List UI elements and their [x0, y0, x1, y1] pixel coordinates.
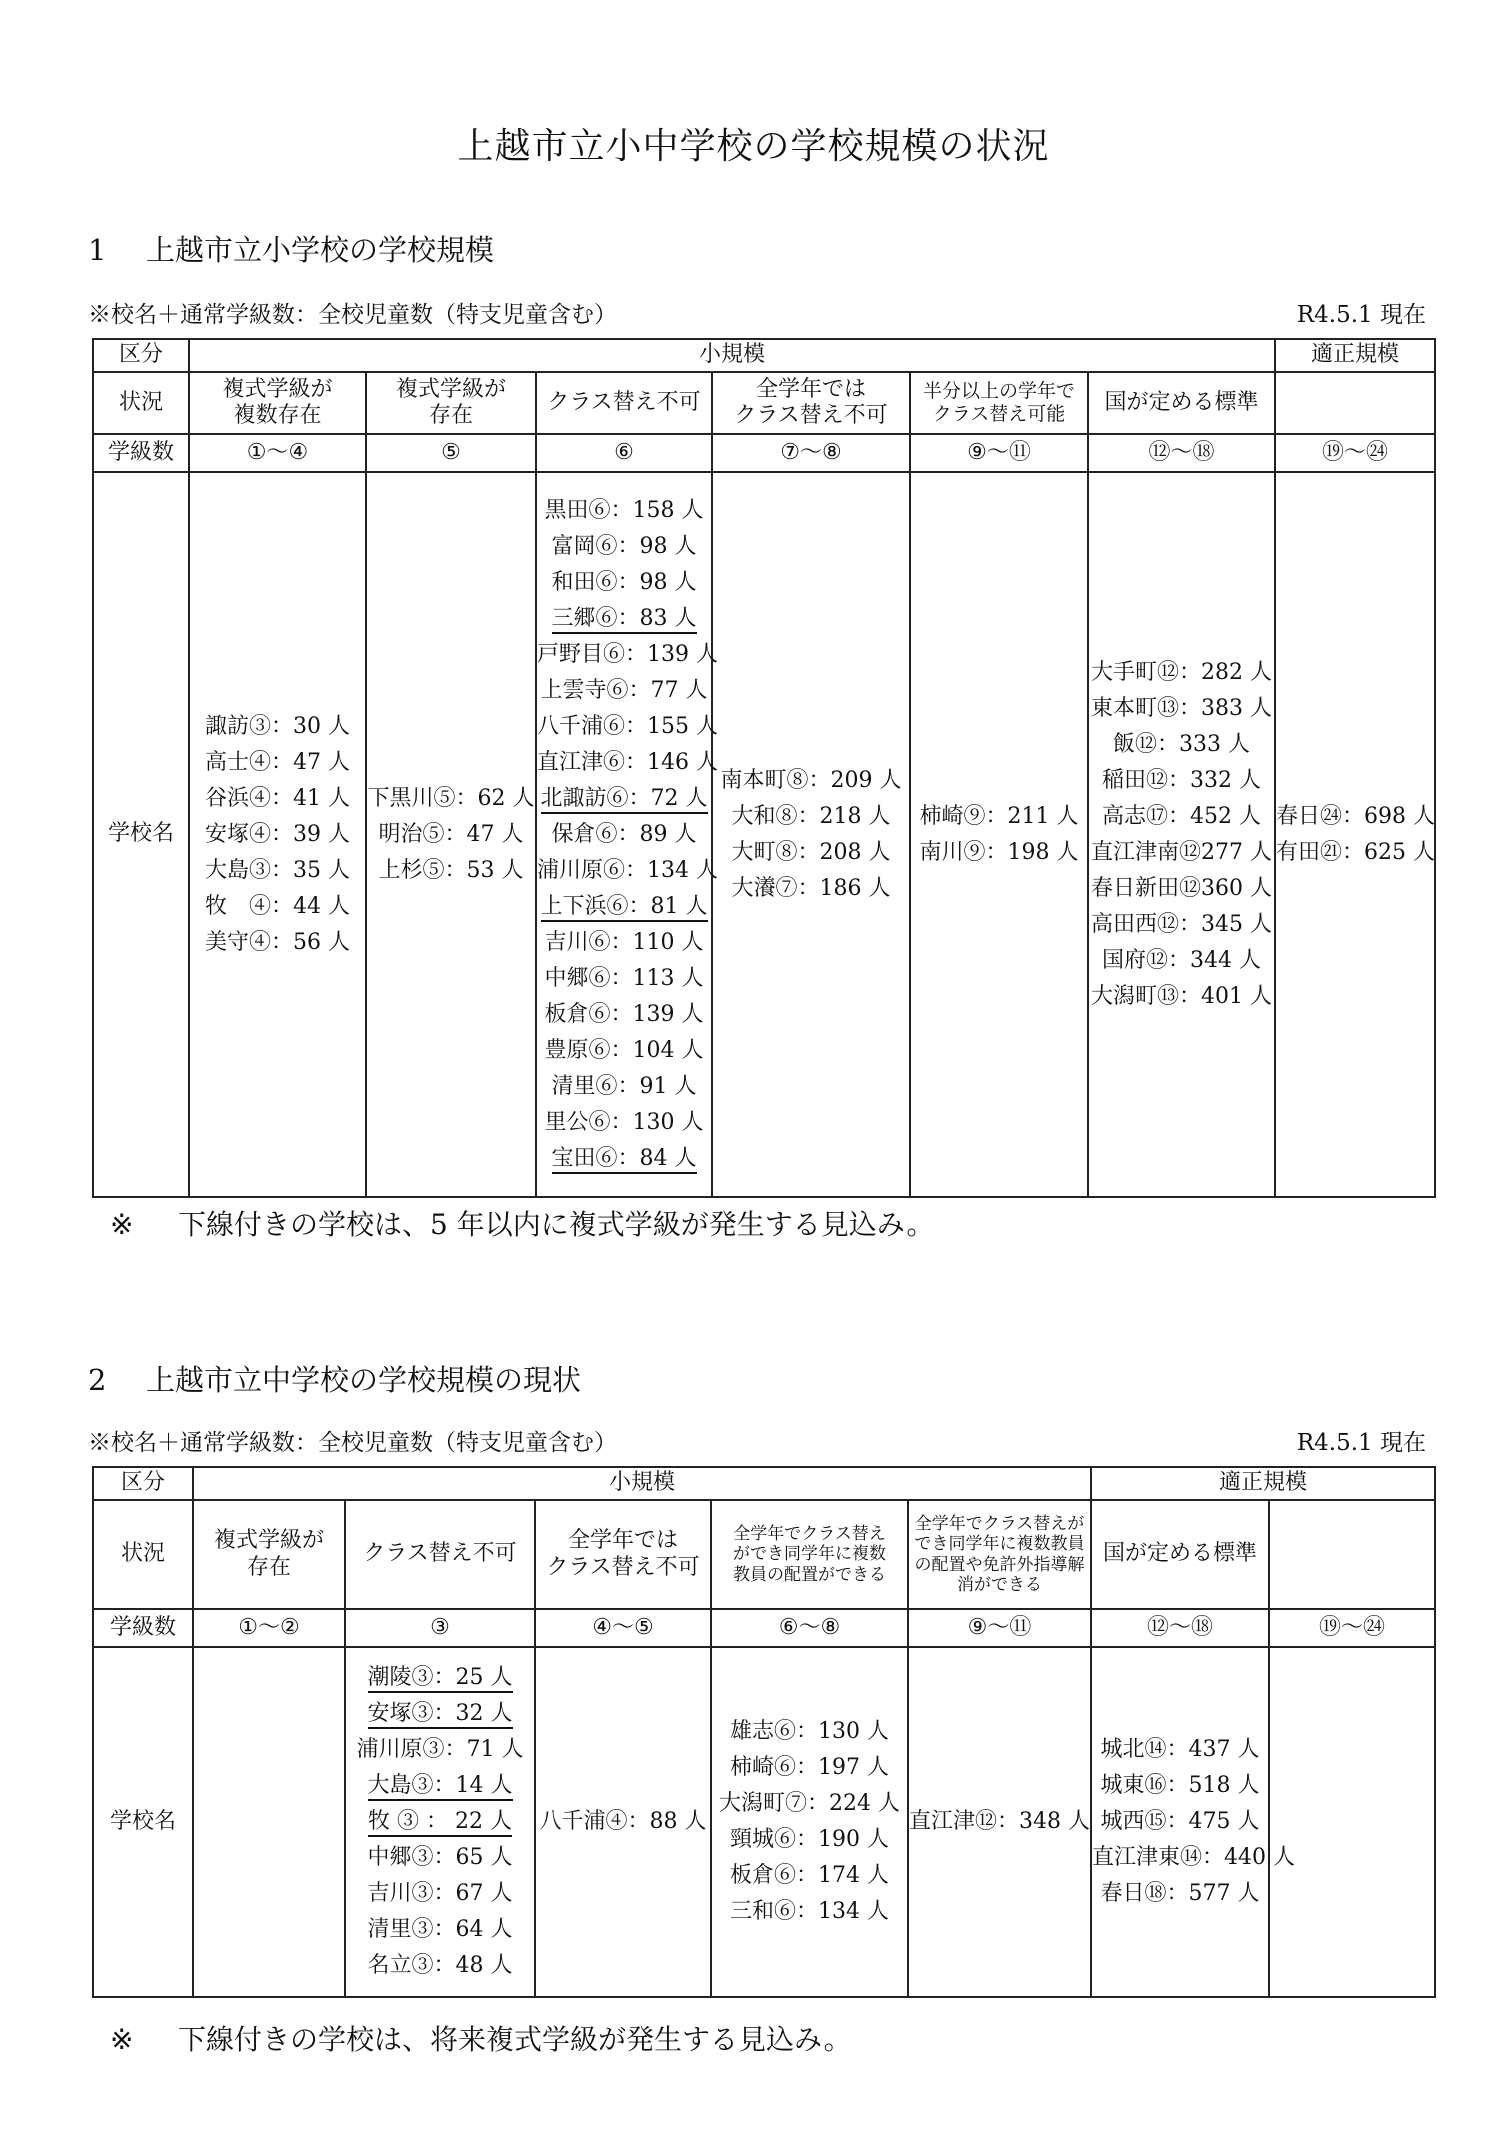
school-entry-text: 諏訪③：30 人	[205, 713, 350, 739]
school-entry-text: 大潟町⑬：401 人	[1091, 983, 1273, 1009]
school-entry	[712, 1858, 907, 1894]
school-entry-text: 春日㉔：698 人	[1276, 803, 1436, 829]
school-entry-underlined	[346, 1660, 534, 1696]
school-entry-text: 下黒川⑤：62 人	[367, 785, 535, 811]
school-entry-text: 豊原⑥：104 人	[544, 1037, 704, 1063]
school-entry-text: 板倉⑥：139 人	[544, 1001, 704, 1027]
section-1-legend-note: ※校名＋通常学級数：全校児童数（特支児童含む）	[88, 302, 617, 328]
school-entry-text: 柿崎⑥：197 人	[730, 1755, 889, 1780]
school-entry-text: 国府⑫：344 人	[1102, 947, 1262, 973]
section-1-title: 上越市立小学校の学校規模	[146, 233, 495, 267]
school-entry	[1092, 1876, 1268, 1912]
school-entry	[190, 853, 365, 889]
class-count-row	[93, 1609, 1435, 1647]
elementary-school-table	[92, 338, 1436, 1198]
school-entry-underlined	[346, 1804, 534, 1840]
school-entry-underlined	[346, 1768, 534, 1804]
status-cell: 国が定める標準	[1088, 372, 1275, 434]
school-entry-text: 大島③：35 人	[205, 857, 350, 883]
school-list-cell	[189, 472, 366, 1197]
school-entry-text: 富岡⑥：98 人	[551, 533, 697, 559]
school-list-cell	[1275, 472, 1435, 1197]
section-2-as-of: R4.5.1 現在	[1296, 1430, 1426, 1456]
school-entry	[346, 1948, 534, 1984]
footnote-mark: ※	[110, 2023, 134, 2056]
school-entry	[712, 1894, 907, 1930]
school-list-cell	[345, 1647, 535, 1997]
section-2-title: 上越市立中学校の学校規模の現状	[146, 1363, 582, 1397]
school-entry-text: 春日⑱：577 人	[1100, 1881, 1260, 1906]
section-2-footnote	[110, 2018, 852, 2058]
school-name-label-cell: 学校名	[93, 1647, 193, 1997]
school-names-row	[93, 472, 1435, 1197]
school-entry-text: 高田西⑫：345 人	[1091, 911, 1273, 937]
school-entry-text: 大島③：14 人	[368, 1773, 513, 1801]
school-entry-text: 東本町⑬：383 人	[1091, 695, 1273, 721]
school-entry-underlined	[537, 1141, 711, 1177]
section-2-number: 2	[88, 1363, 107, 1397]
school-entry	[1089, 799, 1274, 835]
school-entry-text: 南本町⑧：209 人	[720, 767, 902, 793]
school-list-cell	[711, 1647, 908, 1997]
footnote-text: 下線付きの学校は、5 年以内に複式学級が発生する見込み。	[178, 1208, 935, 1241]
section-2-note-line	[88, 1424, 1426, 1457]
school-entry	[1092, 1804, 1268, 1840]
school-entry-underlined	[537, 889, 711, 925]
status-cell	[1275, 372, 1435, 434]
school-entry-text: 名立③：48 人	[367, 1953, 513, 1978]
school-entry-text: 大瀁⑦：186 人	[731, 875, 891, 901]
school-entry-text: 上杉⑤：53 人	[378, 857, 524, 883]
school-list-cell	[712, 472, 910, 1197]
school-entry	[537, 565, 711, 601]
section-1-footnote	[110, 1203, 934, 1243]
status-row	[93, 1500, 1435, 1609]
school-entry-text: 戸野目⑥：139 人	[537, 641, 718, 667]
school-entry	[1089, 979, 1274, 1015]
school-entry-text: 城西⑮：475 人	[1100, 1809, 1260, 1834]
class-range-cell: ①～④	[189, 434, 366, 472]
school-entry	[1092, 1768, 1268, 1804]
school-entry	[713, 763, 909, 799]
school-entry-underlined	[537, 781, 711, 817]
class-count-label-cell: 学級数	[93, 434, 189, 472]
school-list-cell	[1091, 1647, 1296, 1997]
status-label-cell: 状況	[93, 372, 189, 434]
footnote-mark: ※	[110, 1208, 134, 1241]
status-row	[93, 372, 1435, 434]
class-range-cell: ③	[345, 1609, 535, 1647]
kubun-header-cell: 区分	[93, 339, 189, 372]
class-range-cell: ⑦～⑧	[712, 434, 910, 472]
school-entry	[537, 673, 711, 709]
school-entry-text: 浦川原⑥：134 人	[537, 857, 718, 883]
school-entry-text: 直江津南⑫277 人	[1091, 839, 1273, 865]
class-range-cell: ⑲～㉔	[1275, 434, 1435, 472]
school-list-cell	[536, 472, 718, 1197]
school-entry-underlined	[537, 601, 711, 637]
section-1-note-line	[88, 296, 1426, 329]
school-entry	[1089, 871, 1274, 907]
school-entry	[537, 997, 711, 1033]
school-entry-text: 清里⑥：91 人	[551, 1073, 697, 1099]
school-entry-text: 大和⑧：218 人	[731, 803, 891, 829]
school-entry-text: 直江津東⑭：440 人	[1092, 1845, 1296, 1870]
school-entry	[1089, 943, 1274, 979]
school-entry-text: 北諏訪⑥：72 人	[541, 786, 708, 814]
school-entry	[1089, 835, 1274, 871]
school-entry	[537, 745, 718, 781]
junior-high-school-table	[92, 1466, 1436, 1998]
school-entry	[346, 1876, 534, 1912]
section-1-heading	[88, 228, 494, 269]
school-entry-text: 高士④：47 人	[205, 749, 350, 775]
school-entry	[909, 1804, 1090, 1840]
school-entry-text: 吉川③：67 人	[367, 1881, 513, 1906]
school-entry-text: 板倉⑥：174 人	[730, 1863, 889, 1888]
page-title: 上越市立小中学校の学校規模の状況	[457, 126, 1050, 167]
school-entry	[190, 817, 365, 853]
school-list-cell	[908, 1647, 1091, 1997]
school-entry	[190, 781, 365, 817]
school-entry-text: 三和⑥：134 人	[730, 1899, 889, 1924]
school-entry	[190, 889, 365, 925]
school-entry	[712, 1786, 907, 1822]
school-entry-text: 直江津⑫：348 人	[909, 1809, 1091, 1834]
school-entry-text: 大潟町⑦：224 人	[719, 1791, 900, 1816]
school-entry-text: 稲田⑫：332 人	[1102, 767, 1262, 793]
school-entry-text: 頸城⑥：190 人	[730, 1827, 889, 1852]
small-scale-header-cell: 小規模	[193, 1467, 1091, 1500]
school-entry-text: 牧 ④：44 人	[205, 893, 350, 919]
school-entry-text: 八千浦⑥：155 人	[537, 713, 718, 739]
school-entry	[537, 1033, 711, 1069]
class-count-label-cell: 学級数	[93, 1609, 193, 1647]
school-entry	[346, 1912, 534, 1948]
proper-scale-header-cell: 適正規模	[1091, 1467, 1435, 1500]
school-names-row	[93, 1647, 1435, 1997]
school-entry	[537, 637, 718, 673]
school-entry-text: 中郷⑥：113 人	[544, 965, 704, 991]
section-2-heading	[88, 1358, 581, 1399]
class-range-cell: ⑫～⑱	[1091, 1609, 1269, 1647]
school-list-cell	[366, 472, 536, 1197]
school-entry-text: 明治⑤：47 人	[378, 821, 524, 847]
school-entry	[537, 925, 711, 961]
school-entry-text: 浦川原③：71 人	[356, 1737, 524, 1762]
section-1-number: 1	[88, 233, 107, 267]
school-entry-text: 三郷⑥：83 人	[552, 606, 697, 634]
school-entry-text: 安塚③：32 人	[368, 1701, 513, 1729]
class-range-cell: ⑫～⑱	[1088, 434, 1275, 472]
status-cell: 半分以上の学年で クラス替え可能	[910, 372, 1088, 434]
school-entry-text: 宝田⑥：84 人	[552, 1146, 697, 1174]
school-entry-text: 保倉⑥：89 人	[551, 821, 697, 847]
school-entry-text: 飯⑫：333 人	[1113, 731, 1251, 757]
school-entry	[537, 961, 711, 997]
school-entry-text: 直江津⑥：146 人	[537, 749, 718, 775]
school-entry-text: 大町⑧：208 人	[731, 839, 891, 865]
school-entry	[537, 853, 718, 889]
school-list-cell	[535, 1647, 711, 1997]
school-entry-text: 和田⑥：98 人	[551, 569, 697, 595]
status-label-cell: 状況	[93, 1500, 193, 1609]
status-cell: クラス替え不可	[345, 1500, 535, 1609]
school-entry	[1089, 655, 1274, 691]
school-entry-text: 潮陵③：25 人	[368, 1665, 513, 1693]
school-entry	[911, 799, 1087, 835]
school-list-cell	[1088, 472, 1275, 1197]
school-entry	[190, 925, 365, 961]
footnote-text: 下線付きの学校は、将来複式学級が発生する見込み。	[178, 2023, 852, 2056]
school-entry-text: 城東⑯：518 人	[1100, 1773, 1260, 1798]
school-entry	[537, 709, 718, 745]
school-entry	[1089, 763, 1274, 799]
school-entry	[1276, 799, 1434, 835]
status-cell: 複式学級が 複数存在	[189, 372, 366, 434]
school-list-cell	[1269, 1647, 1435, 1997]
school-entry-text: 中郷③：65 人	[367, 1845, 513, 1870]
section-1-as-of: R4.5.1 現在	[1296, 302, 1426, 328]
school-entry-text: 上下浜⑥：81 人	[541, 894, 708, 922]
school-entry	[537, 529, 711, 565]
school-entry	[713, 871, 909, 907]
school-entry	[537, 1105, 711, 1141]
school-entry-text: 大手町⑫：282 人	[1091, 659, 1273, 685]
school-entry-text: 上雲寺⑥：77 人	[540, 677, 708, 703]
school-entry-text: 城北⑭：437 人	[1100, 1737, 1260, 1762]
status-cell: 全学年でクラス替えが でき同学年に複数教員 の配置や免許外指導解 消ができる	[908, 1500, 1091, 1609]
school-entry	[1089, 907, 1274, 943]
class-count-row	[93, 434, 1435, 472]
kubun-header-cell: 区分	[93, 1467, 193, 1500]
small-scale-header-cell: 小規模	[189, 339, 1275, 372]
school-entry	[713, 799, 909, 835]
school-entry	[1092, 1732, 1268, 1768]
school-entry	[537, 493, 711, 529]
school-entry-text: 安塚④：39 人	[205, 821, 350, 847]
school-entry	[712, 1714, 907, 1750]
class-range-cell: ⑨～⑪	[910, 434, 1088, 472]
school-entry	[712, 1750, 907, 1786]
class-range-cell: ⑲～㉔	[1269, 1609, 1435, 1647]
school-entry-text: 雄志⑥：130 人	[730, 1719, 889, 1744]
school-entry	[190, 745, 365, 781]
school-entry	[537, 817, 711, 853]
school-entry	[367, 781, 535, 817]
status-cell: 複式学級が 存在	[366, 372, 536, 434]
school-entry	[346, 1732, 534, 1768]
proper-scale-header-cell: 適正規模	[1275, 339, 1435, 372]
school-list-cell	[910, 472, 1088, 1197]
school-entry-underlined	[346, 1696, 534, 1732]
school-entry	[1092, 1840, 1296, 1876]
status-cell: 全学年でクラス替え ができ同学年に複数 教員の配置ができる	[711, 1500, 908, 1609]
section-2-legend-note: ※校名＋通常学級数：全校児童数（特支児童含む）	[88, 1430, 617, 1456]
school-entry-text: 南川⑨：198 人	[919, 839, 1079, 865]
status-cell: 全学年では クラス替え不可	[535, 1500, 711, 1609]
class-range-cell: ⑥～⑧	[711, 1609, 908, 1647]
school-entry-text: 八千浦④：88 人	[539, 1809, 707, 1834]
status-cell: 複式学級が 存在	[193, 1500, 345, 1609]
school-entry-text: 谷浜④：41 人	[205, 785, 350, 811]
school-entry	[190, 709, 365, 745]
school-entry-text: 春日新田⑫360 人	[1091, 875, 1273, 901]
school-entry	[1276, 835, 1434, 871]
status-cell: クラス替え不可	[536, 372, 712, 434]
status-cell: 国が定める標準	[1091, 1500, 1269, 1609]
school-entry-text: 牧 ③ ： 22 人	[368, 1809, 512, 1837]
class-range-cell: ⑥	[536, 434, 712, 472]
school-entry	[712, 1822, 907, 1858]
class-range-cell: ⑨～⑪	[908, 1609, 1091, 1647]
school-entry-text: 有田㉑：625 人	[1276, 839, 1436, 865]
class-range-cell: ⑤	[366, 434, 536, 472]
school-entry-text: 吉川⑥：110 人	[544, 929, 704, 955]
school-entry	[1089, 727, 1274, 763]
class-range-cell: ①～②	[193, 1609, 345, 1647]
school-entry	[367, 817, 535, 853]
school-list-cell	[193, 1647, 345, 1997]
status-cell	[1269, 1500, 1435, 1609]
school-entry-text: 美守④：56 人	[205, 929, 350, 955]
school-entry	[911, 835, 1087, 871]
school-entry	[537, 1069, 711, 1105]
school-entry-text: 清里③：64 人	[367, 1917, 513, 1942]
school-entry	[346, 1840, 534, 1876]
school-entry-text: 柿崎⑨：211 人	[919, 803, 1079, 829]
school-name-label-cell: 学校名	[93, 472, 189, 1197]
class-range-cell: ④～⑤	[535, 1609, 711, 1647]
school-entry	[536, 1804, 710, 1840]
school-entry	[713, 835, 909, 871]
school-entry-text: 里公⑥：130 人	[544, 1109, 704, 1135]
school-entry-text: 高志⑰：452 人	[1102, 803, 1262, 829]
school-entry	[1089, 691, 1274, 727]
school-entry	[367, 853, 535, 889]
school-entry-text: 黒田⑥：158 人	[544, 497, 704, 523]
status-cell: 全学年では クラス替え不可	[712, 372, 910, 434]
